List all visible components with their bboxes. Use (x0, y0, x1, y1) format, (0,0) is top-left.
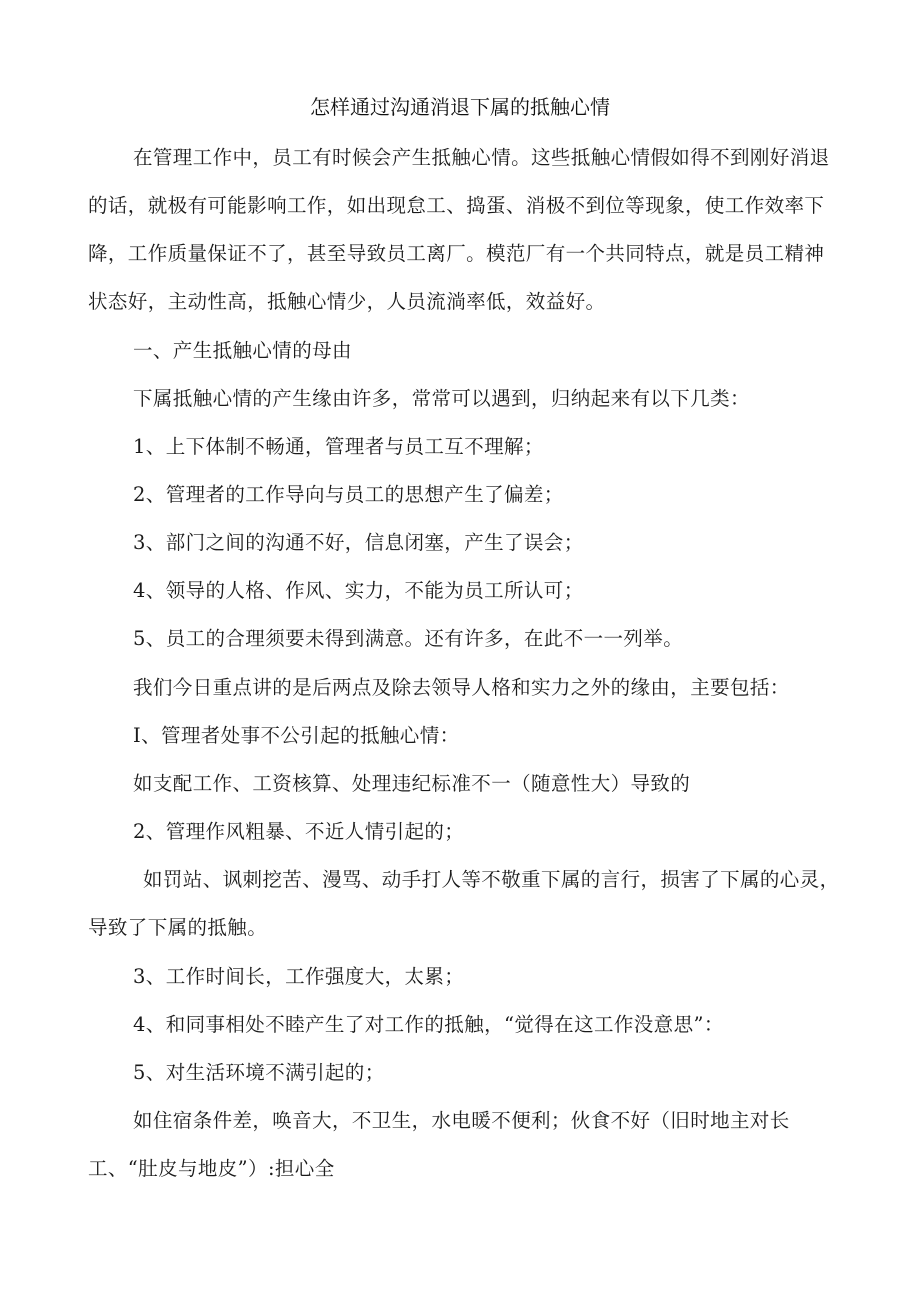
list-item: 4、和同事相处不睦产生了对工作的抵触，“觉得在这工作没意思”： (133, 1013, 724, 1036)
paragraph-line: 下属抵触心情的产生缘由许多，常常可以遇到，归纳起来有以下几类： (133, 387, 750, 410)
list-item: 2、管理作风粗暴、不近人情引起的； (133, 820, 465, 843)
list-item: I、管理者处事不公引起的抵触心情： (133, 724, 460, 747)
paragraph-line: 降，工作质量保证不了，甚至导致员工离厂。模范厂有一个共同特点，就是员工精神 (88, 242, 825, 265)
paragraph-line: 如住宿条件差，唤音大，不卫生，水电暖不便利；伙食不好（旧时地主对长 (133, 1109, 790, 1132)
document-title: 怎样通过沟通消退下属的抵触心情 (310, 95, 610, 119)
list-item: 5、员工的合理须要未得到满意。还有许多，在此不一一列举。 (133, 627, 684, 650)
list-item: 3、工作时间长，工作强度大，太累； (133, 965, 465, 988)
paragraph-line: 在管理工作中，员工有时候会产生抵触心情。这些抵触心情假如得不到刚好消退 (133, 146, 830, 169)
paragraph-line: 如罚站、讽刺挖苦、漫骂、动手打人等不敬重下属的言行，损害了下属的心灵， (143, 868, 840, 891)
paragraph-line: 工、“肚皮与地皮”）:担心全 (88, 1157, 335, 1180)
section-heading: 一、产生抵触心情的母由 (133, 339, 352, 362)
paragraph-line: 我们今日重点讲的是后两点及除去领导人格和实力之外的缘由，主要包括： (133, 676, 790, 699)
paragraph-line: 导致了下属的抵触。 (88, 916, 268, 939)
paragraph-line: 如支配工作、工资核算、处理违纪标准不一（随意性大）导致的 (133, 772, 691, 795)
paragraph-line: 状态好，主动性高，抵触心情少，人员流淌率低，效益好。 (88, 290, 606, 313)
list-item: 1、上下体制不畅通，管理者与员工互不理解； (133, 435, 544, 458)
paragraph-line: 的话，就极有可能影响工作，如出现怠工、捣蛋、消极不到位等现象，使工作效率下 (88, 194, 825, 217)
list-item: 5、对生活环境不满引起的； (133, 1061, 385, 1084)
list-item: 2、管理者的工作导向与员工的思想产生了偏差； (133, 483, 564, 506)
list-item: 3、部门之间的沟通不好，信息闭塞，产生了误会； (133, 531, 584, 554)
list-item: 4、领导的人格、作风、实力，不能为员工所认可； (133, 579, 584, 602)
